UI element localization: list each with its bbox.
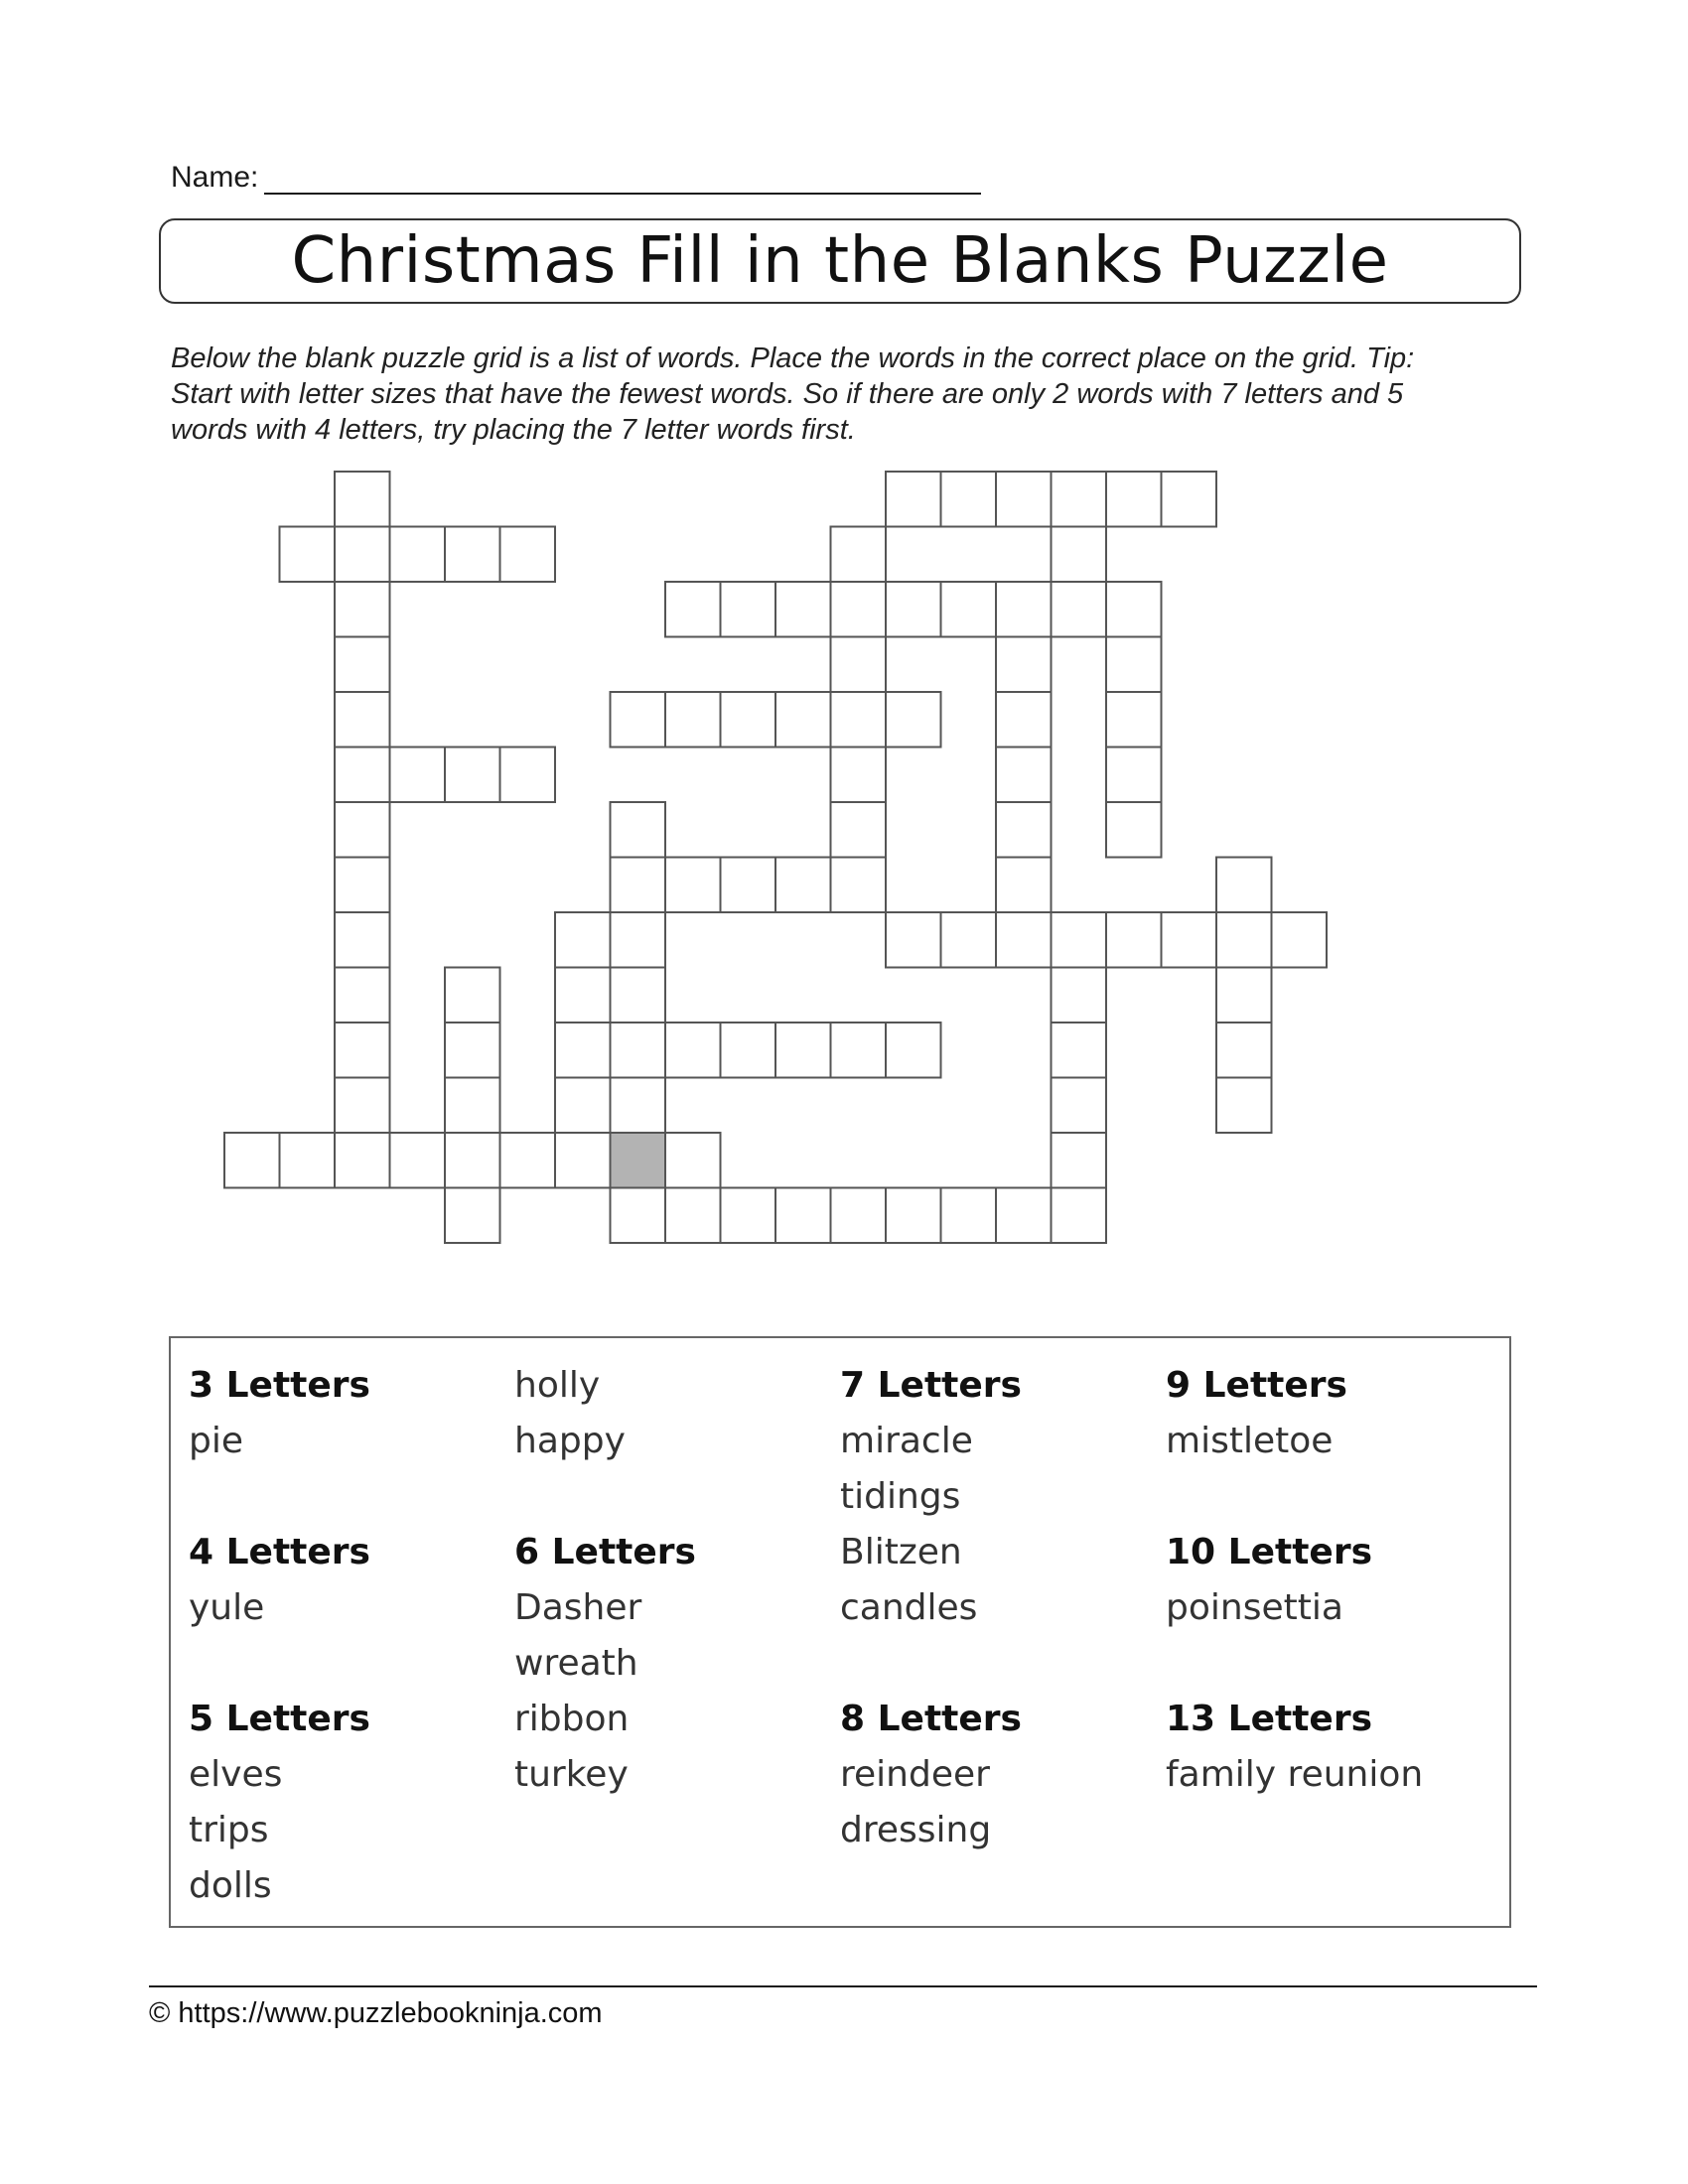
word-column-1 <box>189 1358 370 1914</box>
word-group-heading: 8 Letters <box>840 1699 1022 1739</box>
grid-cell[interactable] <box>555 1078 611 1134</box>
grid-cell[interactable] <box>335 1133 390 1188</box>
grid-cell[interactable] <box>555 912 611 968</box>
word-entry: dressing <box>840 1810 992 1850</box>
grid-cell[interactable] <box>1162 472 1217 527</box>
grid-cell[interactable] <box>831 637 887 693</box>
grid-cell[interactable] <box>1052 912 1107 968</box>
grid-cell[interactable] <box>611 802 666 858</box>
grid-cell[interactable] <box>1106 582 1162 637</box>
grid-cell[interactable] <box>390 527 446 583</box>
name-line[interactable] <box>264 159 981 195</box>
grid-cell[interactable] <box>335 1078 390 1134</box>
grid-cell[interactable] <box>335 582 390 637</box>
grid-cell[interactable] <box>280 527 336 583</box>
word-column-2 <box>514 1358 696 1803</box>
grid-cell[interactable] <box>886 582 941 637</box>
word-group-heading: 7 Letters <box>840 1365 1022 1406</box>
grid-cell[interactable] <box>775 692 831 748</box>
word-entry: dolls <box>189 1865 272 1906</box>
grid-cell[interactable] <box>996 858 1052 913</box>
grid-cell[interactable] <box>1106 692 1162 748</box>
page-title: Christmas Fill in the Blanks Puzzle <box>291 224 1389 298</box>
grid-cell[interactable] <box>1216 858 1272 913</box>
word-column-4 <box>1166 1358 1423 1803</box>
grid-cell[interactable] <box>1216 1078 1272 1134</box>
grid-cell[interactable] <box>335 858 390 913</box>
word-entry: pie <box>189 1421 244 1461</box>
grid-cell[interactable] <box>611 1078 666 1134</box>
grid-cell[interactable] <box>335 748 390 803</box>
grid-cell[interactable] <box>335 472 390 527</box>
grid-cell[interactable] <box>831 1188 887 1244</box>
word-spacer <box>1166 1636 1423 1692</box>
grid-cell[interactable] <box>831 527 887 583</box>
grid-cell[interactable] <box>831 858 887 913</box>
grid-cell[interactable] <box>555 1133 611 1188</box>
grid-cell[interactable] <box>1216 968 1272 1024</box>
grid-cell[interactable] <box>886 692 941 748</box>
grid-cell[interactable] <box>996 912 1052 968</box>
grid-cell[interactable] <box>831 802 887 858</box>
grid-cell[interactable] <box>1272 912 1328 968</box>
word-spacer <box>189 1469 370 1525</box>
word-group-heading: 5 Letters <box>189 1699 370 1739</box>
word-entry: elves <box>189 1754 283 1795</box>
shaded-grid-cell <box>611 1133 666 1188</box>
grid-cell[interactable] <box>445 1188 500 1244</box>
grid-cell[interactable] <box>721 858 776 913</box>
grid-cell[interactable] <box>335 968 390 1024</box>
grid-cell[interactable] <box>611 912 666 968</box>
grid-cell[interactable] <box>1106 748 1162 803</box>
grid-cell[interactable] <box>941 912 997 968</box>
word-group-heading: 13 Letters <box>1166 1699 1373 1739</box>
grid-cell[interactable] <box>886 1023 941 1078</box>
grid-cell[interactable] <box>886 912 941 968</box>
word-entry: candles <box>840 1587 978 1628</box>
grid-cell[interactable] <box>1052 472 1107 527</box>
word-column-3 <box>840 1358 1022 1858</box>
grid-cell[interactable] <box>1052 527 1107 583</box>
word-entry: poinsettia <box>1166 1587 1343 1628</box>
grid-cell[interactable] <box>611 858 666 913</box>
grid-cell[interactable] <box>280 1133 336 1188</box>
grid-cell[interactable] <box>831 692 887 748</box>
word-entry: miracle <box>840 1421 973 1461</box>
grid-cell[interactable] <box>445 1133 500 1188</box>
grid-cell[interactable] <box>996 472 1052 527</box>
grid-cell[interactable] <box>665 858 721 913</box>
grid-cell[interactable] <box>996 637 1052 693</box>
grid-cell[interactable] <box>224 1133 280 1188</box>
grid-cell[interactable] <box>665 1023 721 1078</box>
word-spacer <box>840 1636 1022 1692</box>
grid-cell[interactable] <box>335 802 390 858</box>
grid-cell[interactable] <box>445 1023 500 1078</box>
grid-cell[interactable] <box>445 748 500 803</box>
grid-cell[interactable] <box>886 1188 941 1244</box>
word-list-box <box>169 1336 1511 1928</box>
word-entry: happy <box>514 1421 626 1461</box>
grid-cell[interactable] <box>611 1023 666 1078</box>
grid-cell[interactable] <box>1216 912 1272 968</box>
word-entry: trips <box>189 1810 269 1850</box>
grid-cell[interactable] <box>500 748 556 803</box>
grid-cell[interactable] <box>500 1133 556 1188</box>
grid-cell[interactable] <box>335 527 390 583</box>
word-entry: ribbon <box>514 1699 630 1739</box>
footer-copyright: © https://www.puzzlebookninja.com <box>149 1997 603 2029</box>
grid-cell[interactable] <box>831 748 887 803</box>
instructions: Below the blank puzzle grid is a list of words. Place the words in the correct place on the grid. Tip: Start with letter sizes that have the fewest words. So if there are only 2 words with 7 letters and 5 words with 4 letters, try placing the 7 letter words first. <box>171 342 1415 446</box>
grid-cell[interactable] <box>941 582 997 637</box>
grid-cell[interactable] <box>775 1023 831 1078</box>
grid-cell[interactable] <box>721 1188 776 1244</box>
word-entry: wreath <box>514 1643 638 1684</box>
grid-cell[interactable] <box>996 748 1052 803</box>
grid-cell[interactable] <box>1162 912 1217 968</box>
grid-cell[interactable] <box>941 1188 997 1244</box>
grid-cell[interactable] <box>500 527 556 583</box>
grid-cell[interactable] <box>996 1188 1052 1244</box>
grid-cell[interactable] <box>335 692 390 748</box>
word-entry: mistletoe <box>1166 1421 1334 1461</box>
grid-cell[interactable] <box>996 582 1052 637</box>
word-entry: turkey <box>514 1754 629 1795</box>
grid-cell[interactable] <box>941 472 997 527</box>
word-group-heading: 10 Letters <box>1166 1532 1373 1572</box>
grid-cell[interactable] <box>665 1188 721 1244</box>
grid-cell[interactable] <box>1052 968 1107 1024</box>
grid-cell[interactable] <box>555 968 611 1024</box>
grid-cell[interactable] <box>335 637 390 693</box>
grid-cell[interactable] <box>1106 912 1162 968</box>
grid-cell[interactable] <box>390 748 446 803</box>
word-entry: tidings <box>840 1476 961 1517</box>
grid-cell[interactable] <box>996 802 1052 858</box>
grid-cell[interactable] <box>1052 582 1107 637</box>
grid-cell[interactable] <box>665 692 721 748</box>
name-label: Name: <box>171 161 259 194</box>
grid-cell[interactable] <box>611 968 666 1024</box>
grid-cell[interactable] <box>775 582 831 637</box>
word-group-heading: 9 Letters <box>1166 1365 1347 1406</box>
grid-cell[interactable] <box>721 582 776 637</box>
word-group-heading: 6 Letters <box>514 1532 696 1572</box>
grid-cell[interactable] <box>390 1133 446 1188</box>
word-entry: Dasher <box>514 1587 642 1628</box>
grid-cell[interactable] <box>1052 1023 1107 1078</box>
grid-cell[interactable] <box>445 1078 500 1134</box>
word-spacer <box>1166 1469 1423 1525</box>
name-row <box>171 159 981 195</box>
grid-cell[interactable] <box>1106 802 1162 858</box>
word-entry: holly <box>514 1365 601 1406</box>
word-entry: reindeer <box>840 1754 990 1795</box>
word-spacer <box>514 1469 696 1525</box>
grid-cell[interactable] <box>1052 1188 1107 1244</box>
grid-cell[interactable] <box>1106 472 1162 527</box>
grid-cell[interactable] <box>1106 637 1162 693</box>
word-group-heading: 4 Letters <box>189 1532 370 1572</box>
grid-cell[interactable] <box>335 912 390 968</box>
grid-cell[interactable] <box>831 1023 887 1078</box>
footer-divider <box>149 1985 1537 1987</box>
grid-cell[interactable] <box>721 1023 776 1078</box>
word-group-heading: 3 Letters <box>189 1365 370 1406</box>
grid-cell[interactable] <box>1216 1023 1272 1078</box>
grid-cell[interactable] <box>611 1188 666 1244</box>
grid-cell[interactable] <box>775 858 831 913</box>
grid-cell[interactable] <box>665 582 721 637</box>
title-box <box>159 218 1521 304</box>
grid-cell[interactable] <box>775 1188 831 1244</box>
grid-cell[interactable] <box>445 527 500 583</box>
grid-cell[interactable] <box>555 1023 611 1078</box>
word-spacer <box>189 1636 370 1692</box>
grid-cell[interactable] <box>445 968 500 1024</box>
grid-cell[interactable] <box>886 472 941 527</box>
grid-cell[interactable] <box>1052 1133 1107 1188</box>
grid-cell[interactable] <box>831 582 887 637</box>
grid-cell[interactable] <box>721 692 776 748</box>
word-entry: yule <box>189 1587 265 1628</box>
word-entry: family reunion <box>1166 1754 1424 1795</box>
grid-cell[interactable] <box>611 692 666 748</box>
grid-cell[interactable] <box>665 1133 721 1188</box>
grid-cell[interactable] <box>1052 1078 1107 1134</box>
grid-cell[interactable] <box>335 1023 390 1078</box>
grid-cell[interactable] <box>996 692 1052 748</box>
word-entry: Blitzen <box>840 1532 962 1572</box>
